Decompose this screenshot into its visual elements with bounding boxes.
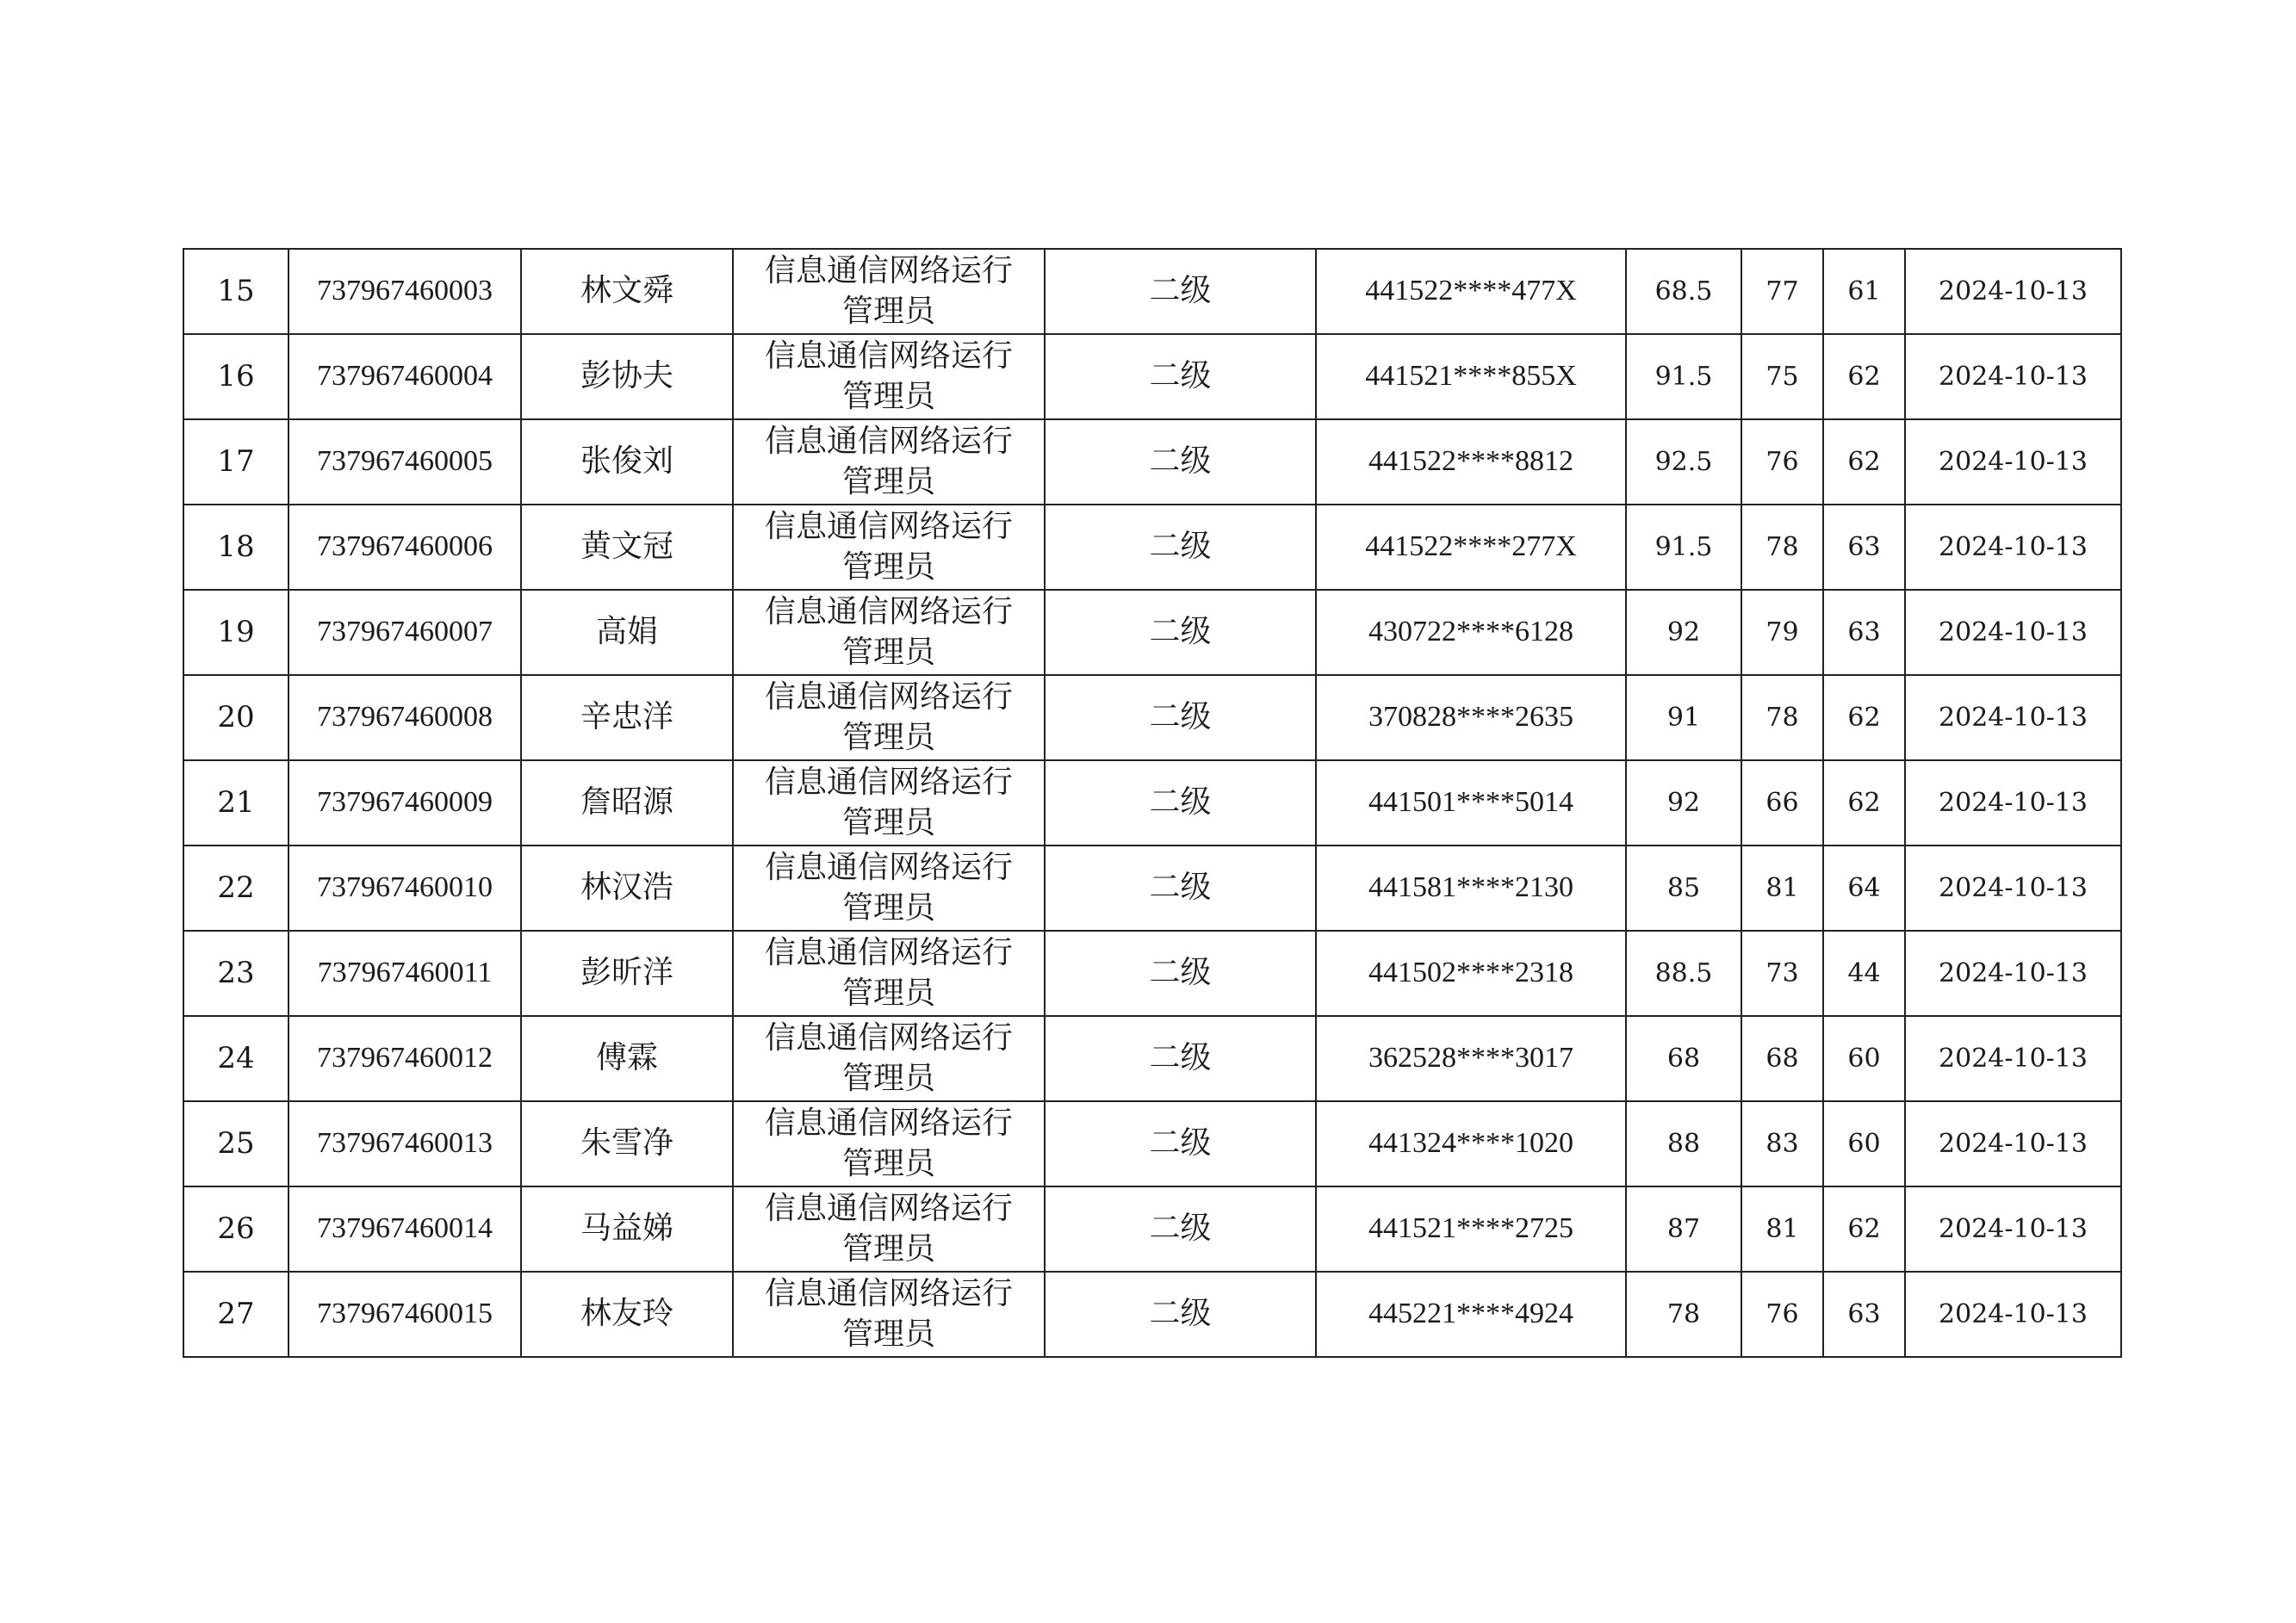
- date-cell: 2024-10-13: [1905, 760, 2121, 846]
- occupation-cell: [733, 1016, 1045, 1101]
- seq-cell: 18: [183, 505, 289, 590]
- occupation-line-2: 管理员: [841, 975, 935, 1011]
- score-2-cell: 68: [1741, 1016, 1823, 1101]
- occupation-line-2: 管理员: [841, 1060, 935, 1096]
- level-cell: 二级: [1045, 1186, 1316, 1272]
- occupation-line-1: 信息通信网络运行: [764, 1105, 1013, 1141]
- date-cell: 2024-10-13: [1905, 590, 2121, 675]
- id-number-cell: 441522****277X: [1316, 505, 1626, 590]
- seq-cell: 23: [183, 931, 289, 1016]
- seq-cell: 24: [183, 1016, 289, 1101]
- name-cell: 朱雪净: [521, 1101, 733, 1186]
- occupation-line-2: 管理员: [841, 463, 935, 499]
- occupation-cell: [733, 760, 1045, 846]
- score-2-cell: 78: [1741, 505, 1823, 590]
- name-cell: 詹昭源: [521, 760, 733, 846]
- certificate-number-cell: 737967460005: [289, 419, 521, 505]
- id-number-cell: 441324****1020: [1316, 1101, 1626, 1186]
- id-number-cell: 441521****855X: [1316, 334, 1626, 419]
- occupation-line-2: 管理员: [841, 889, 935, 926]
- name-cell: 林汉浩: [521, 846, 733, 931]
- level-cell: 二级: [1045, 1016, 1316, 1101]
- occupation-line-2: 管理员: [841, 804, 935, 840]
- score-1-cell: 87: [1626, 1186, 1741, 1272]
- certificate-number-cell: 737967460004: [289, 334, 521, 419]
- table-row: [183, 419, 2121, 505]
- score-3-cell: 62: [1823, 419, 1905, 505]
- score-1-cell: 92: [1626, 590, 1741, 675]
- occupation-line-2: 管理员: [841, 719, 935, 755]
- table-row: [183, 760, 2121, 846]
- certificate-number-cell: 737967460006: [289, 505, 521, 590]
- id-number-cell: 441521****2725: [1316, 1186, 1626, 1272]
- occupation-line-1: 信息通信网络运行: [764, 508, 1013, 544]
- seq-cell: 27: [183, 1272, 289, 1357]
- occupation-cell: [733, 846, 1045, 931]
- score-1-cell: 88: [1626, 1101, 1741, 1186]
- id-number-cell: 441502****2318: [1316, 931, 1626, 1016]
- occupation-line-1: 信息通信网络运行: [764, 338, 1013, 374]
- occupation-cell: [733, 505, 1045, 590]
- name-cell: 高娟: [521, 590, 733, 675]
- score-2-cell: 75: [1741, 334, 1823, 419]
- table-row: [183, 1101, 2121, 1186]
- level-cell: 二级: [1045, 590, 1316, 675]
- seq-cell: 25: [183, 1101, 289, 1186]
- occupation-line-2: 管理员: [841, 293, 935, 329]
- occupation-line-1: 信息通信网络运行: [764, 1275, 1013, 1311]
- occupation-line-1: 信息通信网络运行: [764, 764, 1013, 800]
- level-cell: 二级: [1045, 1272, 1316, 1357]
- score-2-cell: 66: [1741, 760, 1823, 846]
- score-1-cell: 68: [1626, 1016, 1741, 1101]
- occupation-cell: [733, 249, 1045, 334]
- occupation-line-2: 管理员: [841, 1316, 935, 1352]
- occupation-line-1: 信息通信网络运行: [764, 934, 1013, 970]
- score-3-cell: 64: [1823, 846, 1905, 931]
- name-cell: 黄文冠: [521, 505, 733, 590]
- seq-cell: 15: [183, 249, 289, 334]
- occupation-line-2: 管理员: [841, 634, 935, 670]
- certificate-number-cell: 737967460011: [289, 931, 521, 1016]
- occupation-line-2: 管理员: [841, 1145, 935, 1181]
- score-3-cell: 62: [1823, 675, 1905, 760]
- table-row: [183, 846, 2121, 931]
- table-row: [183, 675, 2121, 760]
- occupation-cell: [733, 590, 1045, 675]
- table-row: [183, 1186, 2121, 1272]
- seq-cell: 19: [183, 590, 289, 675]
- occupation-line-1: 信息通信网络运行: [764, 1019, 1013, 1056]
- score-2-cell: 76: [1741, 419, 1823, 505]
- occupation-line-1: 信息通信网络运行: [764, 423, 1013, 459]
- occupation-line-2: 管理员: [841, 1230, 935, 1267]
- id-number-cell: 441522****477X: [1316, 249, 1626, 334]
- score-1-cell: 92: [1626, 760, 1741, 846]
- occupation-cell: [733, 1186, 1045, 1272]
- name-cell: 辛忠洋: [521, 675, 733, 760]
- occupation-line-2: 管理员: [841, 548, 935, 585]
- level-cell: 二级: [1045, 249, 1316, 334]
- occupation-line-1: 信息通信网络运行: [764, 593, 1013, 629]
- seq-cell: 21: [183, 760, 289, 846]
- date-cell: 2024-10-13: [1905, 1272, 2121, 1357]
- occupation-line-1: 信息通信网络运行: [764, 678, 1013, 715]
- table-body: [183, 249, 2121, 1357]
- score-2-cell: 76: [1741, 1272, 1823, 1357]
- score-3-cell: 61: [1823, 249, 1905, 334]
- date-cell: 2024-10-13: [1905, 419, 2121, 505]
- id-number-cell: 441522****8812: [1316, 419, 1626, 505]
- date-cell: 2024-10-13: [1905, 1186, 2121, 1272]
- score-2-cell: 77: [1741, 249, 1823, 334]
- score-3-cell: 44: [1823, 931, 1905, 1016]
- id-number-cell: 445221****4924: [1316, 1272, 1626, 1357]
- score-2-cell: 78: [1741, 675, 1823, 760]
- score-1-cell: 92.5: [1626, 419, 1741, 505]
- name-cell: 彭协夫: [521, 334, 733, 419]
- score-3-cell: 60: [1823, 1101, 1905, 1186]
- certificate-number-cell: 737967460014: [289, 1186, 521, 1272]
- date-cell: 2024-10-13: [1905, 249, 2121, 334]
- seq-cell: 16: [183, 334, 289, 419]
- certificate-number-cell: 737967460010: [289, 846, 521, 931]
- seq-cell: 26: [183, 1186, 289, 1272]
- level-cell: 二级: [1045, 334, 1316, 419]
- score-2-cell: 79: [1741, 590, 1823, 675]
- results-table: [183, 248, 2122, 1358]
- certificate-number-cell: 737967460009: [289, 760, 521, 846]
- date-cell: 2024-10-13: [1905, 675, 2121, 760]
- score-3-cell: 60: [1823, 1016, 1905, 1101]
- score-1-cell: 88.5: [1626, 931, 1741, 1016]
- seq-cell: 22: [183, 846, 289, 931]
- score-2-cell: 83: [1741, 1101, 1823, 1186]
- date-cell: 2024-10-13: [1905, 1016, 2121, 1101]
- id-number-cell: 370828****2635: [1316, 675, 1626, 760]
- level-cell: 二级: [1045, 760, 1316, 846]
- occupation-line-1: 信息通信网络运行: [764, 1190, 1013, 1226]
- table-row: [183, 931, 2121, 1016]
- score-1-cell: 78: [1626, 1272, 1741, 1357]
- score-1-cell: 91: [1626, 675, 1741, 760]
- score-2-cell: 73: [1741, 931, 1823, 1016]
- score-1-cell: 68.5: [1626, 249, 1741, 334]
- score-1-cell: 85: [1626, 846, 1741, 931]
- level-cell: 二级: [1045, 846, 1316, 931]
- score-3-cell: 62: [1823, 1186, 1905, 1272]
- occupation-line-2: 管理员: [841, 378, 935, 414]
- table-row: [183, 334, 2121, 419]
- certificate-number-cell: 737967460013: [289, 1101, 521, 1186]
- seq-cell: 17: [183, 419, 289, 505]
- score-3-cell: 63: [1823, 1272, 1905, 1357]
- occupation-cell: [733, 1101, 1045, 1186]
- id-number-cell: 441501****5014: [1316, 760, 1626, 846]
- date-cell: 2024-10-13: [1905, 931, 2121, 1016]
- occupation-cell: [733, 931, 1045, 1016]
- name-cell: 彭昕洋: [521, 931, 733, 1016]
- date-cell: 2024-10-13: [1905, 505, 2121, 590]
- occupation-cell: [733, 334, 1045, 419]
- table-row: [183, 1016, 2121, 1101]
- id-number-cell: 362528****3017: [1316, 1016, 1626, 1101]
- results-sheet: [183, 248, 2120, 1358]
- level-cell: 二级: [1045, 931, 1316, 1016]
- certificate-number-cell: 737967460015: [289, 1272, 521, 1357]
- name-cell: 林友玲: [521, 1272, 733, 1357]
- table-row: [183, 249, 2121, 334]
- level-cell: 二级: [1045, 505, 1316, 590]
- score-3-cell: 63: [1823, 590, 1905, 675]
- name-cell: 林文舜: [521, 249, 733, 334]
- score-3-cell: 62: [1823, 334, 1905, 419]
- score-1-cell: 91.5: [1626, 334, 1741, 419]
- certificate-number-cell: 737967460003: [289, 249, 521, 334]
- occupation-line-1: 信息通信网络运行: [764, 252, 1013, 288]
- score-3-cell: 62: [1823, 760, 1905, 846]
- id-number-cell: 441581****2130: [1316, 846, 1626, 931]
- id-number-cell: 430722****6128: [1316, 590, 1626, 675]
- seq-cell: 20: [183, 675, 289, 760]
- occupation-line-1: 信息通信网络运行: [764, 849, 1013, 885]
- level-cell: 二级: [1045, 1101, 1316, 1186]
- score-2-cell: 81: [1741, 1186, 1823, 1272]
- level-cell: 二级: [1045, 675, 1316, 760]
- score-3-cell: 63: [1823, 505, 1905, 590]
- date-cell: 2024-10-13: [1905, 1101, 2121, 1186]
- name-cell: 傅霖: [521, 1016, 733, 1101]
- occupation-cell: [733, 1272, 1045, 1357]
- table-row: [183, 590, 2121, 675]
- occupation-cell: [733, 675, 1045, 760]
- table-row: [183, 505, 2121, 590]
- score-2-cell: 81: [1741, 846, 1823, 931]
- certificate-number-cell: 737967460008: [289, 675, 521, 760]
- certificate-number-cell: 737967460007: [289, 590, 521, 675]
- name-cell: 马益娣: [521, 1186, 733, 1272]
- occupation-cell: [733, 419, 1045, 505]
- level-cell: 二级: [1045, 419, 1316, 505]
- certificate-number-cell: 737967460012: [289, 1016, 521, 1101]
- table-row: [183, 1272, 2121, 1357]
- name-cell: 张俊刘: [521, 419, 733, 505]
- date-cell: 2024-10-13: [1905, 334, 2121, 419]
- score-1-cell: 91.5: [1626, 505, 1741, 590]
- date-cell: 2024-10-13: [1905, 846, 2121, 931]
